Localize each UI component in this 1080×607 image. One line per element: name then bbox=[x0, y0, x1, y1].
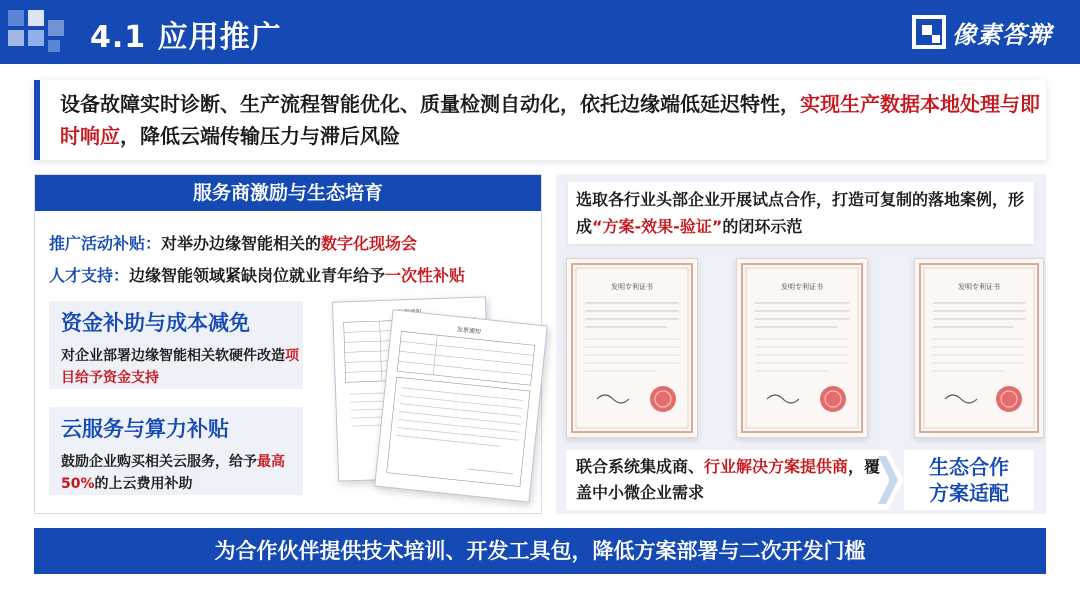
footer-text: 为合作伙伴提供技术培训、开发工具包，降低方案部署与二次开发门槛 bbox=[214, 539, 866, 563]
promotion-subsidy-label: 推广活动补贴： bbox=[49, 234, 162, 253]
eco-cooperation-line2: 方案适配 bbox=[929, 481, 1009, 505]
cloud-subsidy-desc-plain: 鼓励企业购买相关云服务，给予 bbox=[61, 454, 257, 470]
cloud-subsidy-desc-highlight: 最高50% bbox=[61, 454, 285, 492]
footer-banner bbox=[34, 528, 1046, 574]
incentive-panel bbox=[34, 174, 542, 514]
page-title: 4.1 应用推广 bbox=[90, 20, 282, 55]
pilot-description-tail: 的闭环示范 bbox=[722, 217, 803, 236]
integrator-description-plain: 联合系统集成商、 bbox=[576, 457, 705, 476]
talent-support-text: 边缘智能领域紧缺岗位就业青年给予 bbox=[129, 266, 386, 285]
document-form-icon bbox=[375, 310, 547, 501]
pilot-panel bbox=[556, 174, 1046, 514]
talent-support-label: 人才支持： bbox=[49, 266, 130, 285]
certificate-icon bbox=[737, 259, 867, 437]
pilot-description bbox=[576, 186, 1032, 240]
certificate-icon bbox=[567, 259, 697, 437]
cloud-subsidy-desc-tail: 的上云费用补助 bbox=[94, 476, 193, 492]
certificate-1-title: 发明专利证书 bbox=[611, 283, 653, 291]
integrator-description-highlight: 行业解决方案提供商 bbox=[704, 457, 849, 476]
incentive-panel-heading: 服务商激励与生态培育 bbox=[35, 175, 541, 211]
integrator-description-tail: ，覆盖中小微企业需求 bbox=[576, 457, 881, 502]
promotion-subsidy-line bbox=[49, 231, 417, 254]
pilot-description-highlight: “方案-效果-验证” bbox=[592, 217, 723, 236]
certificate-icon bbox=[915, 259, 1043, 437]
talent-support-highlight: 一次性补贴 bbox=[385, 266, 466, 285]
logo-icon bbox=[912, 15, 946, 49]
header-decoration bbox=[0, 0, 80, 64]
promotion-subsidy-text: 对举办边缘智能相关的 bbox=[161, 234, 322, 253]
intro-text-plain: 设备故障实时诊断、生产流程智能优化、质量检测自动化，依托边缘端低延迟特性， bbox=[60, 92, 800, 116]
certificate-3-title: 发明专利证书 bbox=[958, 283, 1000, 291]
cloud-subsidy-desc bbox=[61, 451, 301, 495]
integrator-description-box bbox=[566, 450, 888, 510]
eco-cooperation-tag bbox=[904, 450, 1034, 510]
funding-subsidy-box bbox=[49, 301, 303, 389]
talent-support-line bbox=[49, 263, 465, 286]
pilot-description-box bbox=[568, 182, 1034, 244]
intro-callout bbox=[34, 80, 1046, 160]
document-front-title: 发票通知 bbox=[456, 326, 482, 336]
intro-text-tail: ，降低云端传输压力与滞后风险 bbox=[120, 124, 400, 148]
certificate-2-title: 发明专利证书 bbox=[781, 283, 823, 291]
chevron-arrow-icon bbox=[874, 450, 904, 510]
document-image-front bbox=[374, 309, 548, 502]
header-bar bbox=[0, 0, 1080, 64]
integrator-description bbox=[576, 454, 882, 506]
pilot-description-plain: 选取各行业头部企业开展试点合作，打造可复制的落地案例，形成 bbox=[576, 190, 1025, 236]
eco-cooperation-text bbox=[904, 454, 1034, 506]
funding-subsidy-desc-plain: 对企业部署边缘智能相关软硬件改造 bbox=[61, 348, 285, 364]
patent-certificate-3 bbox=[914, 258, 1044, 438]
brand-logo bbox=[912, 14, 1052, 50]
funding-subsidy-desc bbox=[61, 345, 301, 389]
cloud-subsidy-title: 云服务与算力补贴 bbox=[61, 417, 229, 441]
funding-subsidy-title: 资金补助与成本减免 bbox=[61, 311, 250, 335]
logo-text: 像素答辩 bbox=[952, 20, 1052, 49]
eco-cooperation-line1: 生态合作 bbox=[929, 455, 1009, 479]
intro-text bbox=[60, 88, 1040, 152]
intro-text-highlight: 实现生产数据本地处理与即时响应 bbox=[60, 92, 1040, 148]
promotion-subsidy-highlight: 数字化现场会 bbox=[321, 234, 418, 253]
cloud-subsidy-box bbox=[49, 407, 303, 495]
patent-certificate-1 bbox=[566, 258, 698, 438]
patent-certificate-2 bbox=[736, 258, 868, 438]
funding-subsidy-desc-highlight: 项目给予资金支持 bbox=[61, 348, 299, 386]
